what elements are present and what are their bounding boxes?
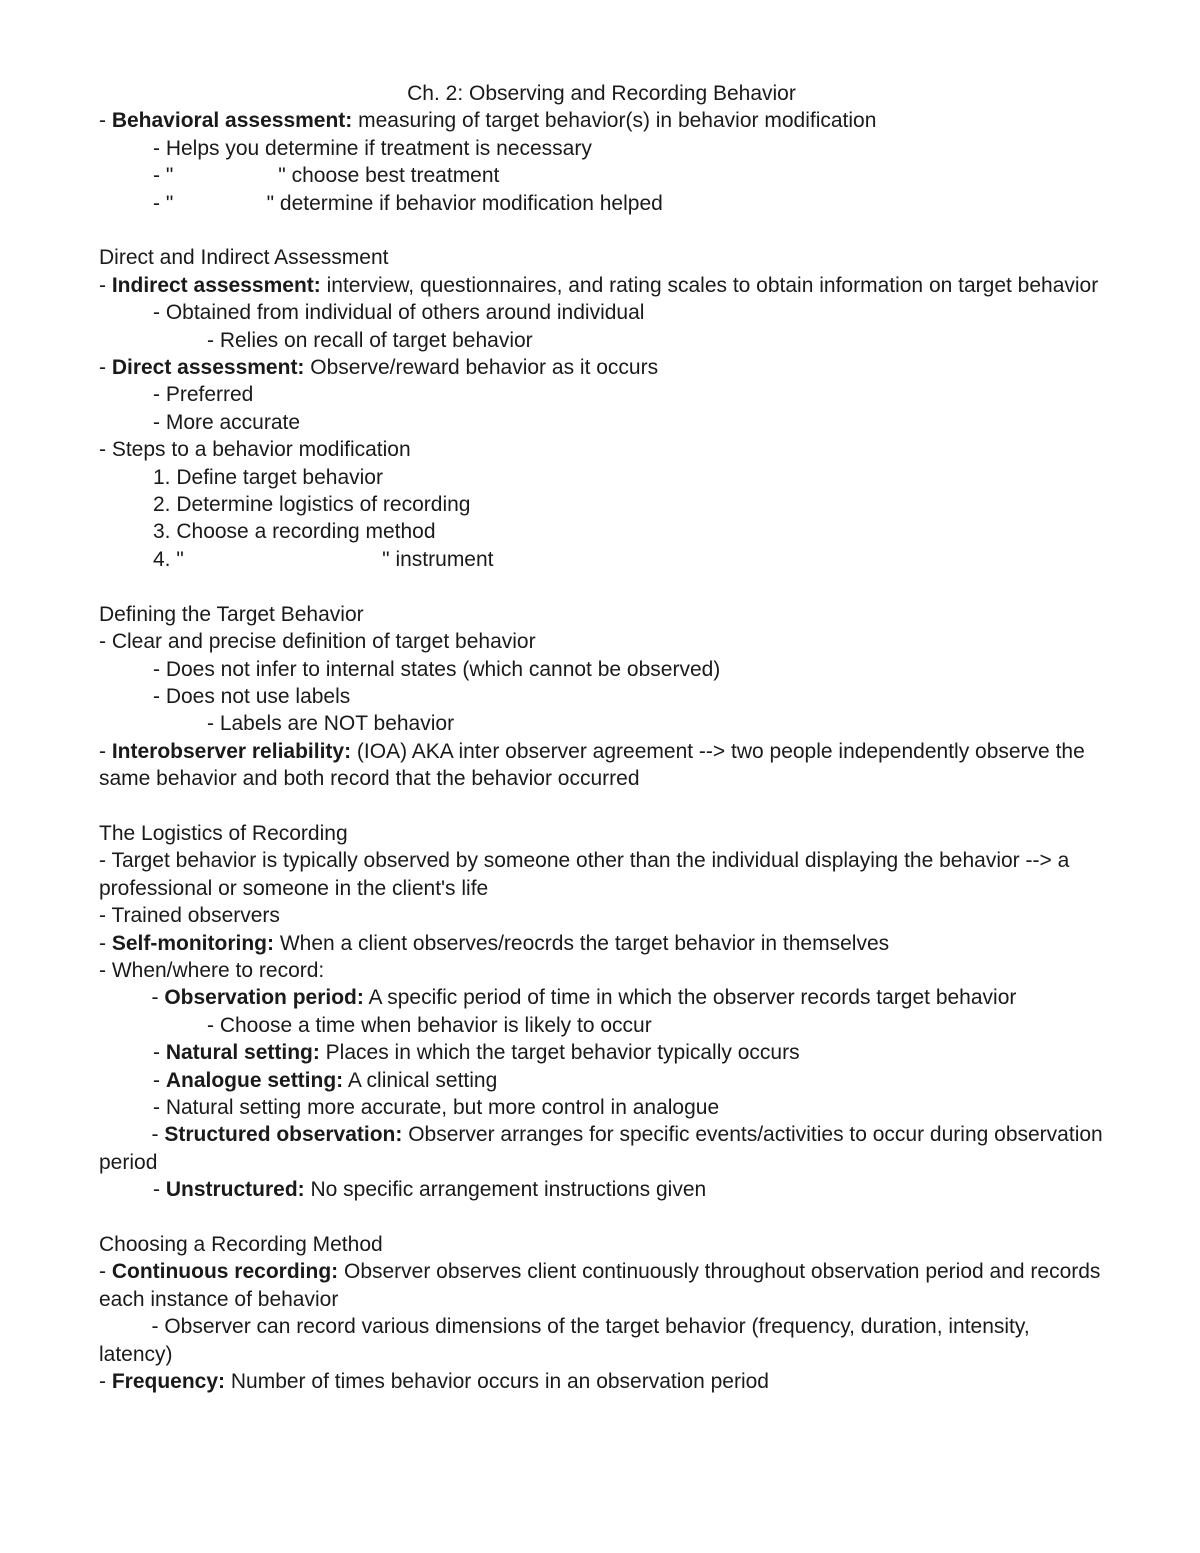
note-line [99,930,1104,957]
term-label: Analogue setting: [165,1068,344,1092]
note-line [99,272,1104,299]
note-line [99,1067,1104,1094]
note-text: - [153,1178,166,1202]
note-text: - [99,1370,112,1394]
note-text: - Trained observers [99,904,280,928]
term-label: Behavioral assessment: [111,109,353,133]
note-line [99,491,1104,518]
note-text: - Natural setting more accurate, but more control in analogue [153,1095,720,1119]
note-line [99,190,1104,217]
note-text: 4. " " instrument [153,547,494,571]
note-line [99,299,1104,326]
note-text: - More accurate [153,410,301,434]
note-line [99,710,1104,737]
note-text: - When/where to record: [99,958,325,982]
note-line [99,135,1104,162]
note-text: Number of times behavior occurs in an observation period [225,1370,769,1394]
note-line [99,1094,1104,1121]
note-line [99,546,1104,573]
note-text: - [153,1068,166,1092]
note-line [99,518,1104,545]
term-label: Observation period: [164,986,364,1010]
note-line [99,957,1104,984]
note-text: - Helps you determine if treatment is necessary [153,136,592,160]
note-line [99,381,1104,408]
term-label: Natural setting: [165,1041,320,1065]
note-line [99,847,1104,902]
note-text: Direct and Indirect Assessment [99,246,389,270]
note-text: - [99,931,112,955]
note-text: - " " determine if behavior modification helped [153,191,663,215]
note-text: - Choose a time when behavior is likely to occur [207,1013,652,1037]
term-label: Unstructured: [165,1178,305,1202]
note-line [99,354,1104,381]
note-text: - [99,1123,165,1147]
note-line [99,738,1104,793]
note-line [99,409,1104,436]
spacer [99,1204,1104,1231]
note-line [99,984,1104,1011]
term-label: Continuous recording: [111,1260,339,1284]
note-text: - Does not use labels [153,684,351,708]
note-text: A specific period of time in which the observer records target behavior [363,986,1017,1010]
note-line [99,244,1104,271]
note-text: 1. Define target behavior [153,465,383,489]
note-line [99,162,1104,189]
note-text: Observer arranges for specific events/activities to occur during observation period [99,1123,1109,1174]
term-label: Direct assessment: [111,356,305,380]
note-text: - Target behavior is typically observed by someone other than the individual displaying the behavior --> a professional or someone in the client's life [99,849,1076,900]
note-text: interview, questionnaires, and rating scales to obtain information on target behavior [320,273,1099,297]
note-line [99,1176,1104,1203]
note-text: Places in which the target behavior typically occurs [319,1041,800,1065]
term-label: Frequency: [111,1370,226,1394]
note-text: - [99,1260,112,1284]
note-text: 2. Determine logistics of recording [153,493,471,517]
note-text: - [99,273,112,297]
notes-list [99,107,1109,1395]
note-text: 3. Choose a recording method [153,520,436,544]
note-text: (IOA) AKA inter observer agreement --> two people independently observe the same behavior and both record that the behavior occurred [99,739,1091,791]
note-line [99,1368,1104,1395]
note-text: - [99,739,112,763]
note-text: - [153,1041,166,1065]
note-text: - Clear and precise definition of target behavior [99,630,536,654]
term-label: Self-monitoring: [111,931,274,955]
note-text: Choosing a Recording Method [99,1233,383,1256]
term-label: Indirect assessment: [111,273,321,297]
term-label: Structured observation: [164,1123,403,1147]
page-title: Ch. 2: Observing and Recording Behavior [407,82,796,105]
note-text: Observe/reward behavior as it occurs [304,356,659,380]
note-line [99,1012,1104,1039]
note-text: - [99,986,165,1010]
spacer [99,217,1104,244]
note-text: - Does not infer to internal states (which cannot be observed) [153,657,721,681]
note-text: - [99,109,112,133]
note-text: - Labels are NOT behavior [207,712,455,736]
note-line [99,656,1104,683]
note-line [99,436,1104,463]
note-text: No specific arrangement instructions given [304,1178,707,1202]
note-text: The Logistics of Recording [99,821,348,845]
note-line [99,464,1104,491]
note-line [99,1313,1104,1368]
note-line [99,902,1104,929]
term-label: Interobserver reliability: [111,739,352,763]
spacer [99,573,1104,600]
note-text: When a client observes/reocrds the target behavior in themselves [273,931,890,955]
spacer [99,793,1104,820]
note-text: - Obtained from individual of others around individual [153,301,645,325]
note-line [99,1121,1109,1176]
note-text: Observer observes client continuously throughout observation period and records each instance of behavior [99,1260,1107,1311]
note-text: Defining the Target Behavior [99,602,364,626]
note-line [99,683,1104,710]
note-text: measuring of target behavior(s) in behavior modification [352,109,877,133]
note-text: - Observer can record various dimensions of the target behavior (frequency, duration, intensity, latency) [99,1315,1036,1366]
note-text: - Relies on recall of target behavior [207,328,533,352]
note-line [99,820,1104,847]
note-line [99,628,1104,655]
note-line [99,1258,1107,1313]
note-line [99,327,1104,354]
note-text: - Preferred [153,383,254,407]
document-body [99,80,1109,1395]
note-line [99,1039,1104,1066]
note-line [99,107,1104,134]
note-text: - Steps to a behavior modification [99,438,411,462]
note-line [99,601,1104,628]
note-text: - [99,356,112,380]
note-line [99,1231,1104,1258]
note-text: A clinical setting [343,1068,498,1092]
note-text: - " " choose best treatment [153,164,500,188]
